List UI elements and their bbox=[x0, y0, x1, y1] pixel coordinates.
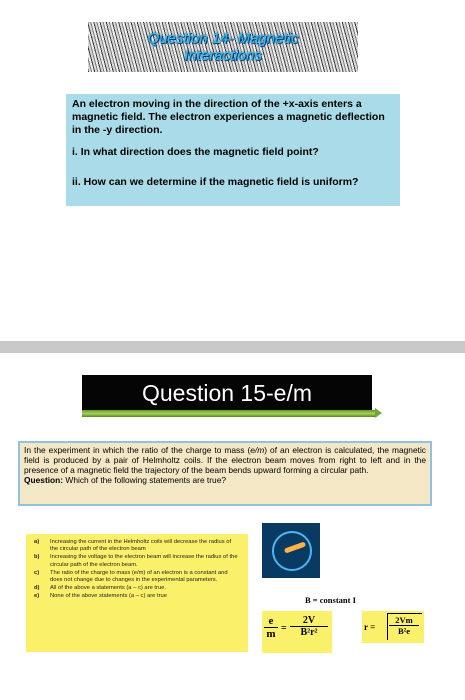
radius-denominator: B²e bbox=[398, 626, 410, 636]
radius-numerator: 2Vm bbox=[389, 615, 419, 626]
slide-title-banner bbox=[88, 22, 358, 72]
option-letter: c) bbox=[34, 569, 40, 576]
lhs-numerator: e bbox=[264, 615, 278, 628]
title-underline-bar bbox=[82, 410, 378, 417]
equals-sign: = bbox=[281, 623, 287, 634]
option-e bbox=[34, 593, 240, 600]
rhs-denominator: B²r² bbox=[300, 627, 318, 638]
electron-beam-tube-image bbox=[262, 523, 320, 578]
paragraph-em-ratio: e/m bbox=[250, 445, 265, 455]
slide-title-banner bbox=[82, 375, 372, 411]
option-text: The ratio of the charge to mass (e/m) of an electron is a constant and does not change due to changes in the experimental parameters. bbox=[50, 569, 228, 584]
option-d bbox=[34, 585, 240, 592]
radius-fraction bbox=[389, 615, 419, 636]
question-text: Which of the following statements are true? bbox=[63, 475, 227, 485]
lhs-denominator: m bbox=[266, 628, 276, 640]
answer-options bbox=[26, 534, 248, 652]
option-text: Increasing the voltage to the electron beam will increase the radius of the circular path of the electron beam. bbox=[50, 554, 238, 568]
option-a bbox=[34, 539, 240, 553]
question-part-2: ii. How can we determine if the magnetic field is uniform? bbox=[72, 176, 359, 188]
option-c bbox=[34, 570, 240, 584]
slide-title-line2: Interactions bbox=[184, 47, 262, 64]
lhs-fraction bbox=[264, 615, 278, 640]
question-label: Question: bbox=[24, 475, 64, 485]
slide-question-14 bbox=[0, 0, 465, 340]
slide-title-line1: Question 14- Magnetic bbox=[147, 30, 299, 47]
option-letter: b) bbox=[34, 554, 40, 561]
option-b bbox=[34, 554, 240, 568]
question-intro: An electron moving in the direction of the +x-axis enters a magnetic field. The electron experiences a magnetic deflection in the -y direction. bbox=[72, 98, 385, 136]
slide-title: Question 15-e/m bbox=[141, 379, 313, 406]
rhs-fraction bbox=[290, 615, 328, 638]
question-part-1: i. In what direction does the magnetic field point? bbox=[72, 146, 319, 158]
question-box bbox=[66, 94, 400, 206]
paragraph-part-a: In the experiment in which the ratio of the charge to mass ( bbox=[24, 445, 251, 455]
question-box bbox=[18, 441, 432, 506]
b-constant-formula: B = constant I bbox=[305, 595, 356, 605]
radius-lhs: r = bbox=[364, 622, 376, 632]
slide-divider bbox=[0, 341, 465, 353]
em-ratio-formula bbox=[262, 611, 332, 653]
option-text: All of the above a statements (a – c) are true. bbox=[50, 585, 166, 592]
option-letter: a) bbox=[34, 539, 40, 545]
option-letter: d) bbox=[34, 585, 40, 592]
option-letter: e) bbox=[34, 593, 40, 600]
slide-question-15 bbox=[0, 353, 465, 700]
option-text: Increasing the current in the Helmholtz coils will decrease the radius of the circular path of the electron beam bbox=[50, 539, 232, 553]
option-text: None of the above statements (a – c) are true bbox=[50, 593, 167, 600]
radius-formula bbox=[362, 611, 424, 643]
rhs-numerator: 2V bbox=[290, 615, 328, 627]
paragraph-part-b: ) of an electron is calculated, the magnetic field is produced by a pair of Helmholtz coils. If the electron beam moves from right to left and in the presence of a magnetic field the trajectory of the beam bends upward forming a circular path. bbox=[24, 445, 426, 475]
